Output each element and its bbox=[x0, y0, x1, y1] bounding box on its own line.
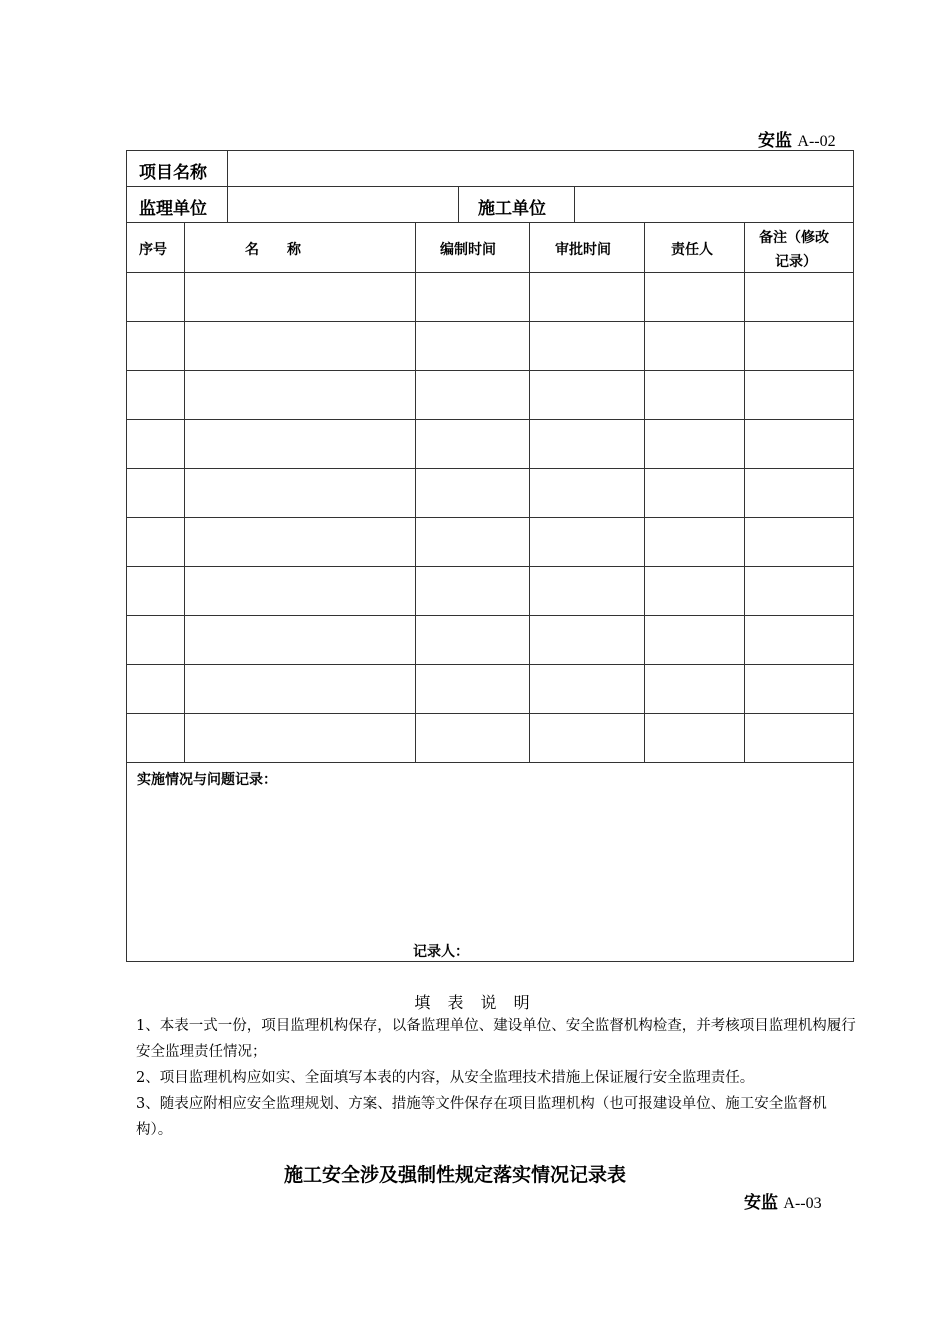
table-row-divider bbox=[127, 370, 853, 371]
table-cell[interactable] bbox=[531, 666, 642, 711]
table-cell[interactable] bbox=[129, 519, 182, 564]
table-cell[interactable] bbox=[746, 568, 851, 613]
table-cell[interactable] bbox=[746, 666, 851, 711]
table-cell[interactable] bbox=[186, 323, 413, 368]
col-header-prepared-time: 编制时间 bbox=[440, 242, 496, 258]
table-cell[interactable] bbox=[186, 470, 413, 515]
table-cell[interactable] bbox=[531, 470, 642, 515]
table-cell[interactable] bbox=[746, 617, 851, 662]
table-cell[interactable] bbox=[129, 421, 182, 466]
table-row-divider bbox=[127, 321, 853, 322]
table-cell[interactable] bbox=[186, 568, 413, 613]
table-cell[interactable] bbox=[417, 715, 527, 760]
construction-unit-label: 施工单位 bbox=[478, 199, 546, 219]
recorder-label: 记录人： bbox=[413, 944, 469, 960]
project-name-field[interactable] bbox=[229, 152, 851, 185]
form-code-prefix: 安监 bbox=[744, 1193, 778, 1213]
form-code-a02 bbox=[758, 126, 836, 151]
col-divider bbox=[458, 186, 459, 222]
row-divider bbox=[127, 762, 853, 763]
instruction-item-3: 3、随表应附相应安全监理规划、方案、措施等文件保存在项目监理机构（也可报建设单位、施工安全监督机构）。 bbox=[136, 1096, 827, 1138]
table-cell[interactable] bbox=[646, 470, 742, 515]
col-header-responsible: 责任人 bbox=[671, 242, 713, 258]
table-cell[interactable] bbox=[646, 323, 742, 368]
table-cell[interactable] bbox=[646, 421, 742, 466]
table-cell[interactable] bbox=[129, 470, 182, 515]
table-row-divider bbox=[127, 419, 853, 420]
table-cell[interactable] bbox=[646, 715, 742, 760]
col-divider bbox=[644, 222, 645, 762]
table-cell[interactable] bbox=[186, 274, 413, 319]
table-row-divider bbox=[127, 517, 853, 518]
table-cell[interactable] bbox=[417, 666, 527, 711]
row-divider bbox=[127, 186, 853, 187]
table-row-divider bbox=[127, 713, 853, 714]
table-cell[interactable] bbox=[746, 519, 851, 564]
table-cell[interactable] bbox=[531, 519, 642, 564]
table-cell[interactable] bbox=[129, 617, 182, 662]
table-cell[interactable] bbox=[646, 666, 742, 711]
col-divider bbox=[184, 222, 185, 762]
form-code-a03 bbox=[744, 1188, 822, 1213]
table-cell[interactable] bbox=[186, 666, 413, 711]
table-cell[interactable] bbox=[129, 323, 182, 368]
table-cell[interactable] bbox=[417, 519, 527, 564]
table-cell[interactable] bbox=[417, 372, 527, 417]
table-row-divider bbox=[127, 468, 853, 469]
table-cell[interactable] bbox=[746, 274, 851, 319]
next-form-title: 施工安全涉及强制性规定落实情况记录表 bbox=[283, 1164, 626, 1186]
table-cell[interactable] bbox=[186, 715, 413, 760]
table-cell[interactable] bbox=[531, 617, 642, 662]
table-cell[interactable] bbox=[186, 372, 413, 417]
table-cell[interactable] bbox=[531, 715, 642, 760]
instruction-item-2: 2、项目监理机构应如实、全面填写本表的内容，从安全监理技术措施上保证履行安全监理责任。 bbox=[136, 1070, 755, 1086]
table-cell[interactable] bbox=[129, 568, 182, 613]
table-row-divider bbox=[127, 615, 853, 616]
table-cell[interactable] bbox=[646, 372, 742, 417]
table-cell[interactable] bbox=[746, 421, 851, 466]
col-header-approved-time: 审批时间 bbox=[555, 242, 611, 258]
instruction-item-1: 1、本表一式一份，项目监理机构保存，以备监理单位、建设单位、安全监督机构检查，并考核项目监理机构履行安全监理责任情况； bbox=[136, 1018, 856, 1060]
table-cell[interactable] bbox=[129, 666, 182, 711]
col-divider bbox=[415, 222, 416, 762]
supervision-unit-label: 监理单位 bbox=[139, 199, 207, 219]
form-code-number: A--02 bbox=[797, 133, 836, 150]
table-cell[interactable] bbox=[417, 568, 527, 613]
table-cell[interactable] bbox=[531, 372, 642, 417]
table-cell[interactable] bbox=[186, 519, 413, 564]
table-cell[interactable] bbox=[129, 274, 182, 319]
form-code-prefix: 安监 bbox=[758, 131, 792, 151]
table-cell[interactable] bbox=[646, 568, 742, 613]
construction-unit-field[interactable] bbox=[576, 188, 851, 221]
implementation-record-field[interactable] bbox=[129, 791, 851, 931]
col-divider bbox=[529, 222, 530, 762]
table-cell[interactable] bbox=[186, 617, 413, 662]
col-header-name: 名 称 bbox=[245, 242, 301, 258]
table-row-divider bbox=[127, 566, 853, 567]
table-row-divider bbox=[127, 664, 853, 665]
table-cell[interactable] bbox=[417, 421, 527, 466]
table-cell[interactable] bbox=[646, 519, 742, 564]
instructions-title: 填 表 说 明 bbox=[414, 993, 536, 1012]
col-divider bbox=[744, 222, 745, 762]
col-header-remark-line1: 备注（修改 bbox=[759, 230, 829, 246]
table-cell[interactable] bbox=[417, 470, 527, 515]
table-cell[interactable] bbox=[746, 470, 851, 515]
project-name-label: 项目名称 bbox=[139, 163, 207, 183]
supervision-record-form bbox=[126, 150, 854, 962]
table-cell[interactable] bbox=[129, 372, 182, 417]
supervision-unit-field[interactable] bbox=[229, 188, 457, 221]
col-header-remark-line2: 记录） bbox=[775, 254, 817, 270]
col-divider bbox=[227, 151, 228, 222]
table-cell[interactable] bbox=[417, 617, 527, 662]
table-cell[interactable] bbox=[129, 715, 182, 760]
table-cell[interactable] bbox=[186, 421, 413, 466]
table-cell[interactable] bbox=[646, 274, 742, 319]
table-cell[interactable] bbox=[531, 274, 642, 319]
table-cell[interactable] bbox=[746, 715, 851, 760]
table-cell[interactable] bbox=[646, 617, 742, 662]
table-cell[interactable] bbox=[746, 372, 851, 417]
col-header-index: 序号 bbox=[139, 242, 167, 258]
implementation-record-label: 实施情况与问题记录： bbox=[137, 772, 277, 788]
col-divider bbox=[574, 186, 575, 222]
form-code-number: A--03 bbox=[783, 1195, 822, 1212]
table-cell[interactable] bbox=[531, 568, 642, 613]
table-cell[interactable] bbox=[531, 421, 642, 466]
table-cell[interactable] bbox=[417, 323, 527, 368]
table-cell[interactable] bbox=[746, 323, 851, 368]
table-cell[interactable] bbox=[531, 323, 642, 368]
table-cell[interactable] bbox=[417, 274, 527, 319]
